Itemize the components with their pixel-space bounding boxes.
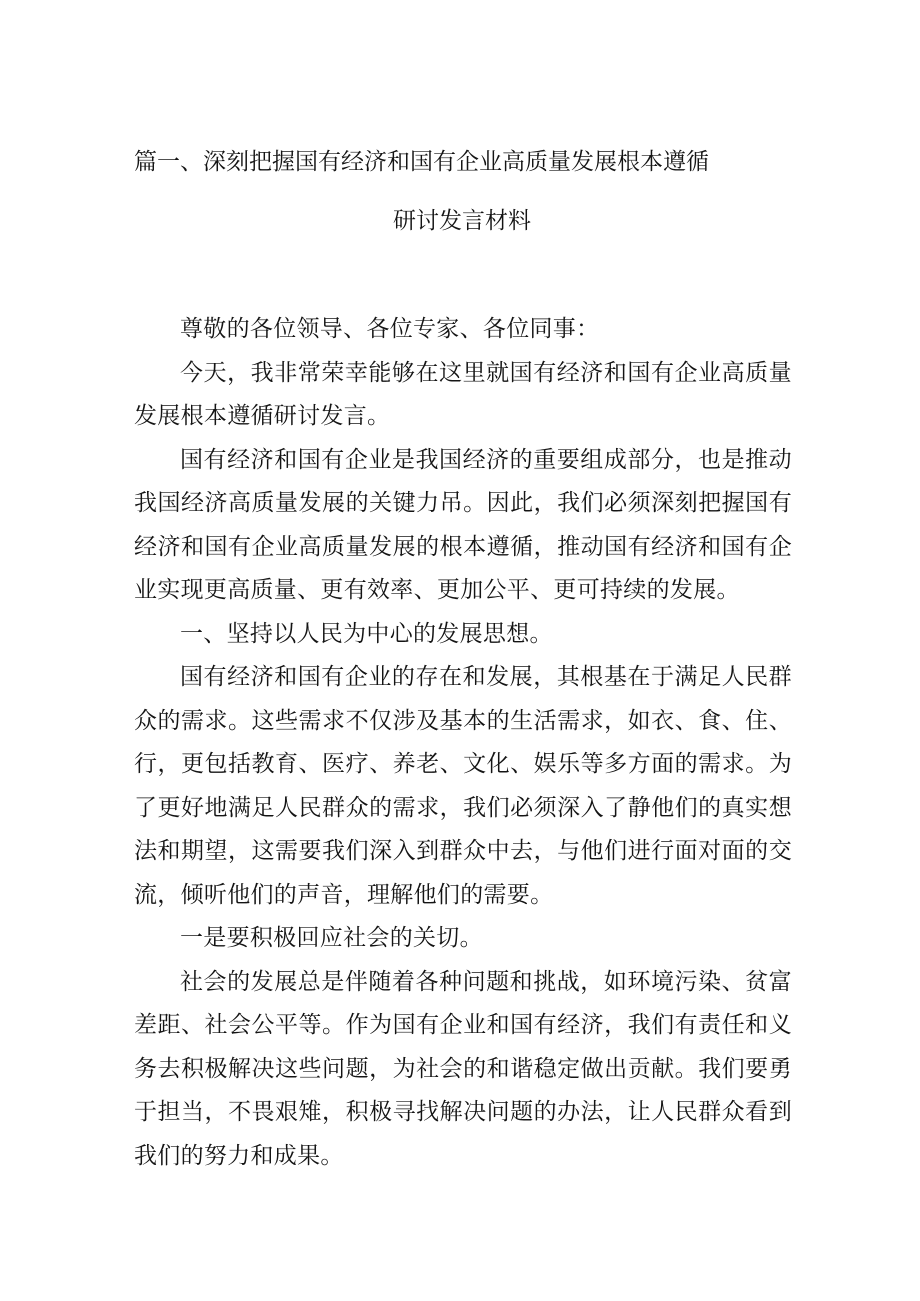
section-heading: 一、坚持以人民为中心的发展思想。 xyxy=(180,620,553,647)
salutation-paragraph: 尊敬的各位领导、各位专家、各位同事： xyxy=(180,316,600,342)
document-subtitle: 研讨发言材料 xyxy=(393,208,531,234)
document-body xyxy=(134,308,792,1178)
document-title: 篇一、深刻把握国有经济和国有企业高质量发展根本遵循 xyxy=(134,149,709,175)
intro-paragraph: 今天，我非常荣幸能够在这里就国有经济和国有企业高质量发展根本遵循研讨发言。 xyxy=(134,359,792,429)
subsection-heading: 一是要积极回应社会的关切。 xyxy=(180,925,483,951)
body-paragraph: 国有经济和国有企业是我国经济的重要组成部分，也是推动我国经济高质量发展的关键力吊。因此，我们必须深刻把握国有经济和国有企业高质量发展的根本遵循，推动国有经济和国有企业实现更高质量、更有效率、更加公平、更可持续的发展。 xyxy=(134,446,792,603)
body-paragraph: 国有经济和国有企业的存在和发展，其根基在于满足人民群众的需求。这些需求不仅涉及基本的生活需求，如衣、食、住、行，更包括教育、医疗、养老、文化、娱乐等多方面的需求。为了更好地满足人民群众的需求，我们必须深入了静他们的真实想法和期望，这需要我们深入到群众中去，与他们进行面对面的交流，倾听他们的声音，理解他们的需要。 xyxy=(134,664,792,908)
body-paragraph: 社会的发展总是伴随着各种问题和挑战，如环境污染、贫富差距、社会公平等。作为国有企业和国有经济，我们有责任和义务去积极解决这些问题，为社会的和谐稳定做出贡献。我们要勇于担当，不畏艰雉，积极寻找解决问题的办法，让人民群众看到我们的努力和成果。 xyxy=(134,968,792,1169)
